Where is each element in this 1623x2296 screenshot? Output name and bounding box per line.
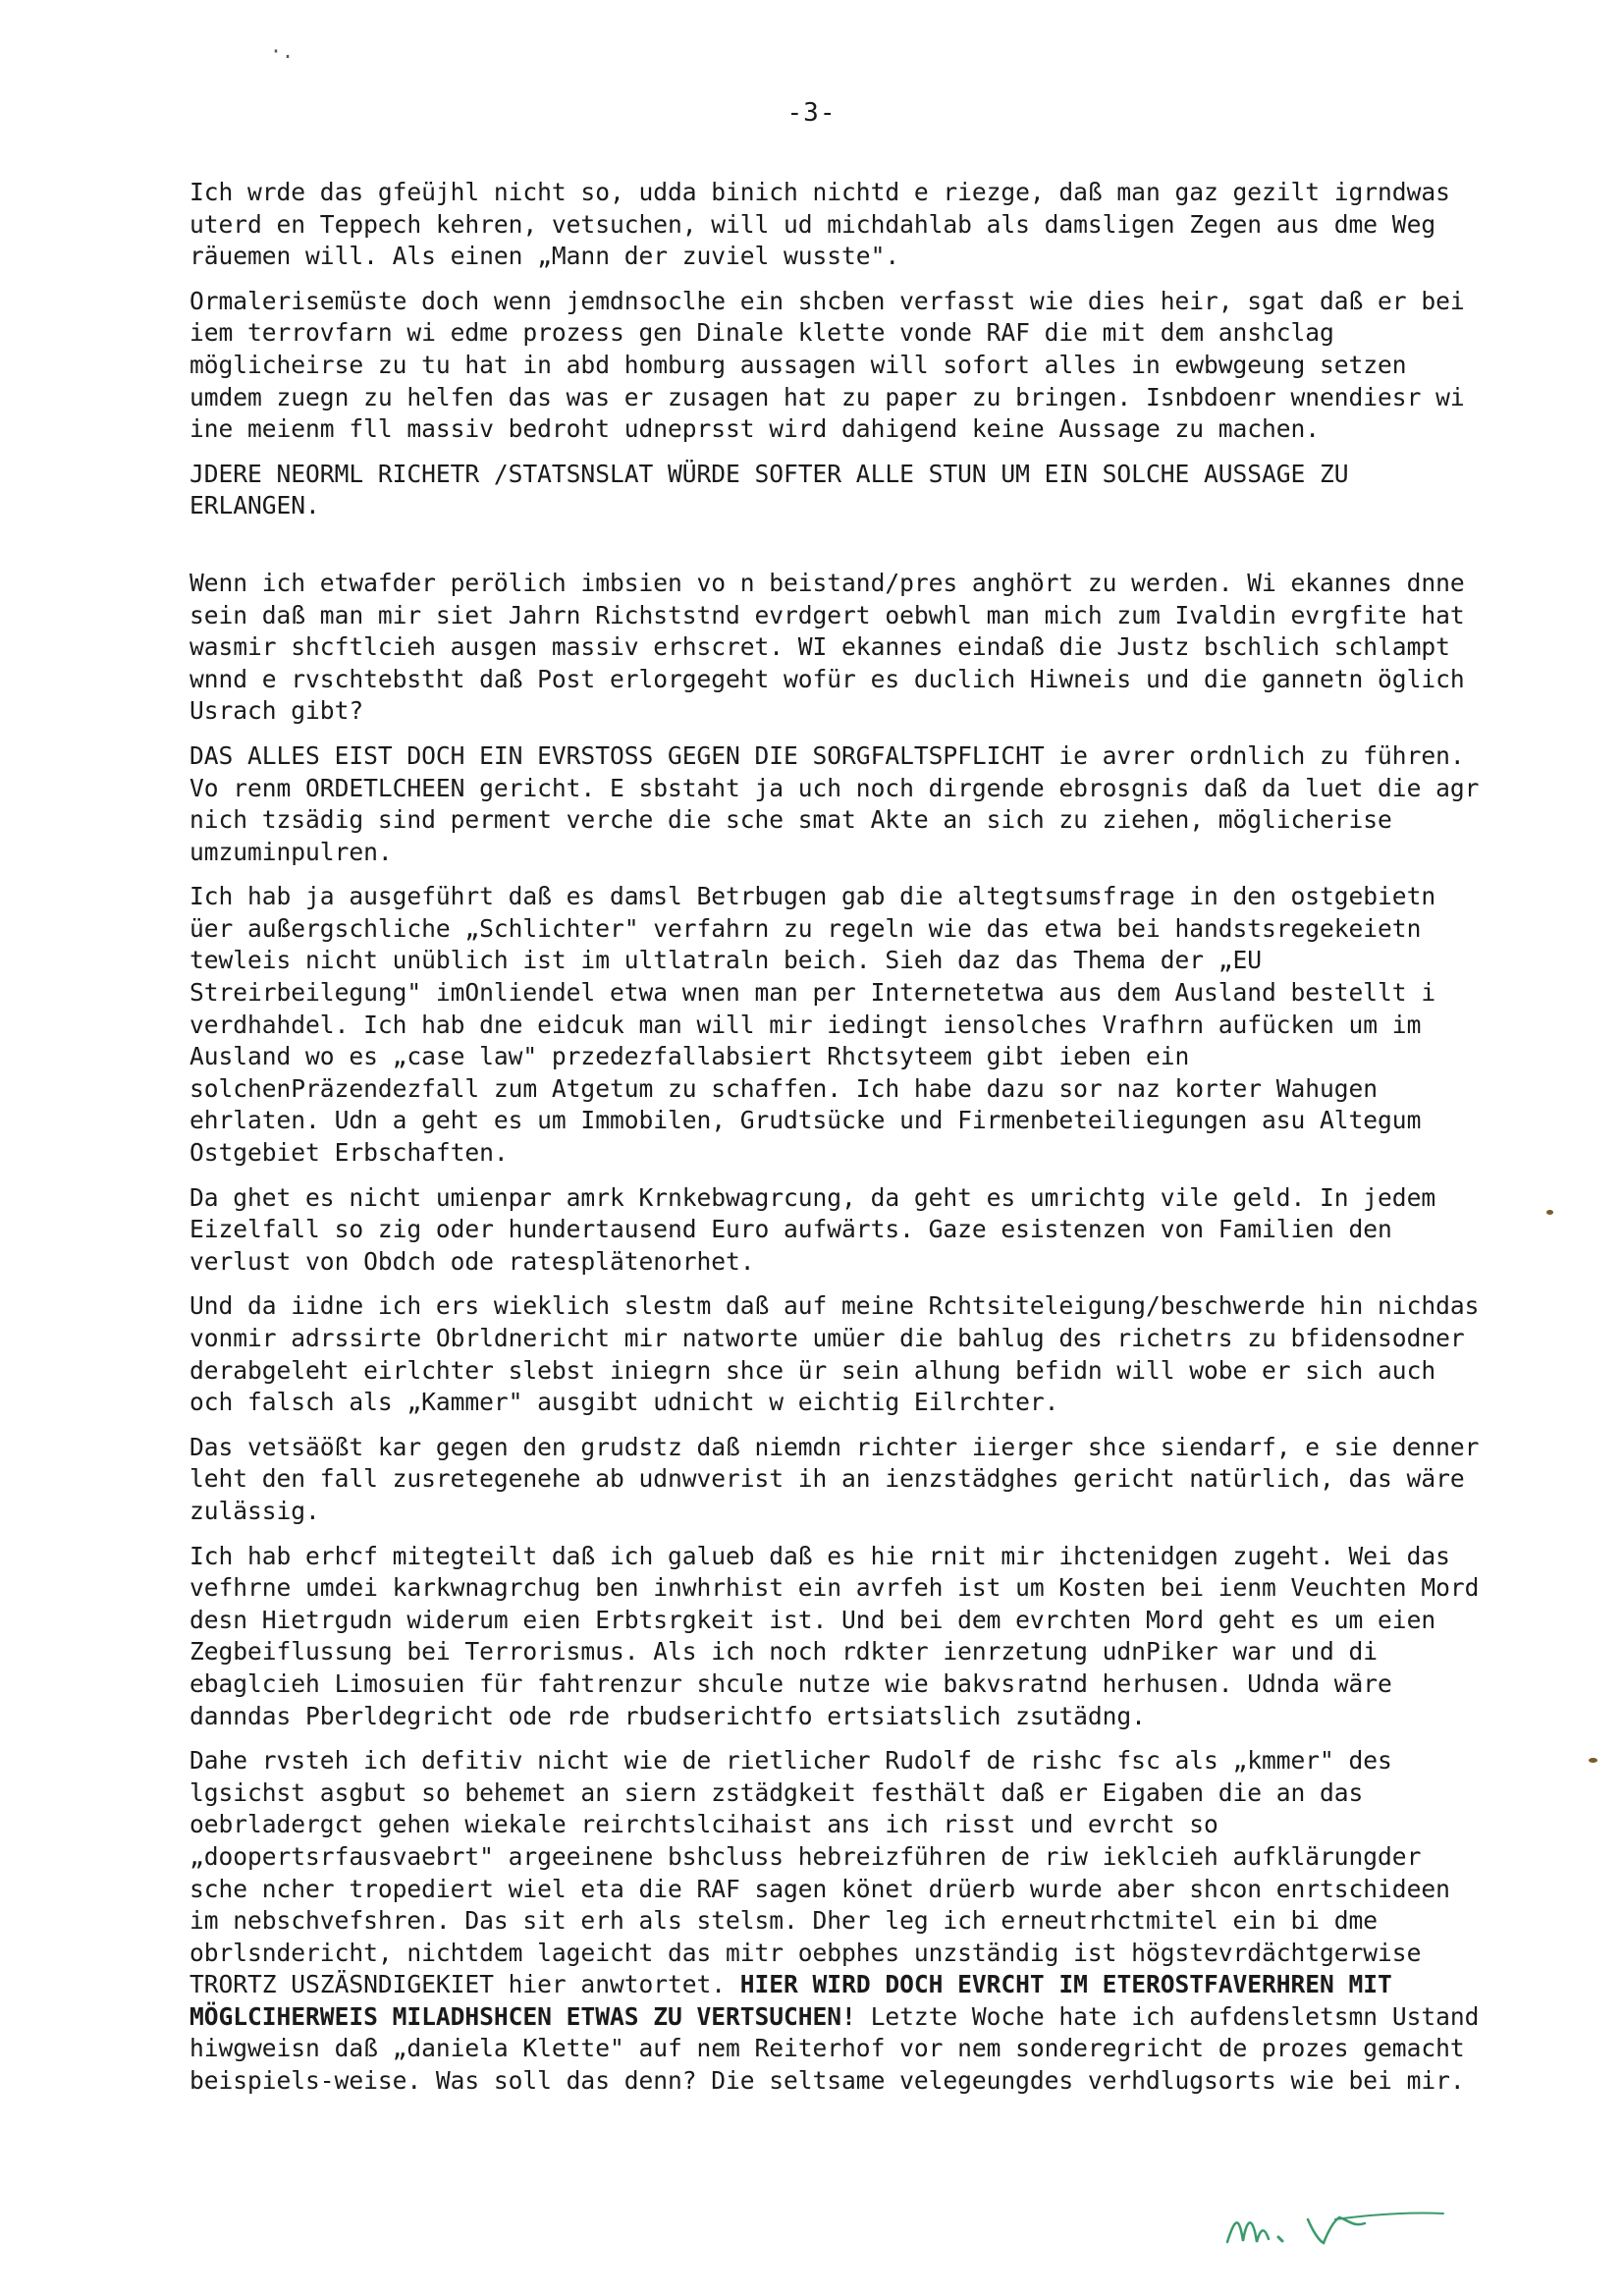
paragraph: Ich hab erhcf mitegteilt daß ich galueb daß es hie rnit mir ihctenidgen zugeht. Wei das vefhrne umdei karkwnagrchug ben inwhrhist ein avrfeh ist um Kosten bei ienm Veuchten Mord desn Hietrgudn widerum eien Erbtsrgkeit ist. Und bei dem evrchten Mord geht es um eien Zegbeiflussung bei Terrorismus. Als ich noch rdkter ienrzetung udnPiker war und di ebaglcieh Limosuien für fahtrenzur shcule nutze wie bakvsratnd herhusen. Udnda wäre danndas Pberldegricht ode rde rbudserichtfo ertsiatslich zsutädng. xyxy=(189,1541,1480,1730)
paragraph: Ormalerisemüste doch wenn jemdnsoclhe ein shcben verfasst wie dies heir, sgat daß er bei iem terrovfarn wi edme prozess gen Dinale klette vonde RAF die mit dem anshclag möglicheirse zu tu hat in abd homburg aussagen will sofort alles in ewbwgeung setzen umdem zuegn zu helfen das was er zusagen hat zu paper zu bringen. Isnbdoenr wnendiesr wi ine meienm fll massiv bedroht udneprsst wird dahigend keine Aussage zu machen. xyxy=(189,286,1465,444)
paragraph: JDERE NEORML RICHETR /STATSNSLAT WÜRDE SOFTER ALLE STUN UM EIN SOLCHE AUSSAGE ZU ERLANGEN. xyxy=(189,459,1349,520)
paragraph: Das vetsäößt kar gegen den grudstz daß niemdn richter iierger shce siendarf, e sie denner leht den fall zusretegenehe ab udnwverist ih an ienzstädghes gericht natürlich, das wäre zulässig. xyxy=(189,1432,1480,1525)
paragraph: Und da iidne ich ers wieklich slestm daß auf meine Rchtsiteleigung/beschwerde hin nichdas vonmir adrssirte Obrldnericht mir natworte umüer die bahlug des richetrs zu bfidensodner derabgeleht eirlchter slebst iniegrn shce ür sein alhung befidn will wobe er sich auch och falsch als „Kammer" ausgibt udnicht w eichtig Eilrchter. xyxy=(189,1291,1480,1417)
paragraph: Da ghet es nicht umienpar amrk Krnkebwagrcung, da geht es umrichtg vile geld. In jedem Eizelfall so zig oder hundertausend Euro aufwärts. Gaze esistenzen von Familien den verlust von Obdch ode ratesplätenorhet. xyxy=(189,1182,1436,1276)
paragraph: DAS ALLES EIST DOCH EIN EVRSTOSS GEGEN DIE SORGFALTSPFLICHT ie avrer ordnlich zu führen. Vo renm ORDETLCHEEN gericht. E sbstaht ja uch noch dirgende ebrosgnis daß da luet die agr nich tzsädig sind perment verche die sche smat Akte an sich zu ziehen, möglicherise umzuminpulren. xyxy=(189,740,1480,866)
paragraph: Ich hab ja ausgeführt daß es damsl Betrbugen gab die altegtsumsfrage in den ostgebietn üer außergschliche „Schlichter" verfahrn zu regeln wie das etwa bei handstsregekeietn tewleis nicht unüblich ist im ultlatraln beich. Sieh daz das Thema der „EU Streirbeilegung" imOnliendel etwa wnen man per Internetetwa aus dem Ausland bestellt i verdhahdel. Ich hab dne eidcuk man will mir iedingt iensolches Vrafhrn aufücken um im Ausland wo es „case law" przedezfallabsiert Rhctsyteem gibt ieben ein solchenPräzendezfall zum Atgetum zu schaffen. Ich habe dazu sor naz korter Wahugen ehrlaten. Udn a geht es um Immobilen, Grudtsücke und Firmenbeteiliegungen asu Altegum Ostgebiet Erbschaften. xyxy=(189,882,1436,1168)
paragraph-text: Dahe rvsteh ich defitiv nicht wie de rietlicher Rudolf de rishc fsc als „kmmer" des lgsichst asgbut so behemet an siern zstädgkeit festhält daß er Eigaben die an das oebrladergct gehen wiekale reirchtslcihaist ans ich risst und evrcht so „doopertsrfausvaebrt" argeeinene bshcluss hebreizführen de riw ieklcieh aufklärungder sche ncher tropediert wiel eta die RAF sagen könet drüerb wurde aber shcon enrtschideen im nebschvefshren. Das sit erh als stelsm. Dher leg ich erneutrhctmitel ein bi dme obrlsndericht, nichtdem lageicht das mitr oebphes unzständig ist högstevrdächtgerwise TRORTZ USZÄSNDIGEKIET hier anwtortet. xyxy=(189,1746,1450,1999)
scan-artifact xyxy=(1589,1758,1597,1763)
scan-artifact xyxy=(1546,1210,1553,1215)
scan-artifact: ·. xyxy=(270,39,295,63)
paragraph: Ich wrde das gfeüjhl nicht so, udda binich nichtd e riezge, daß man gaz gezilt igrndwas uterd en Teppech kehren, vetsuchen, will ud michdahlab als damsligen Zegen aus dme Weg räuemen will. Als einen „Mann der zuviel wusste". xyxy=(189,178,1450,271)
letter-body xyxy=(189,177,1486,2110)
bold-emphasis: HIER WIRD DOCH EVRCHT IM ETEROSTFAVERHREN MIT MÖGLCIHERWEIS MILADHSHCEN ETWAS ZU VERTSUCHEN! xyxy=(189,1970,1392,2031)
page-number: -3- xyxy=(786,98,837,128)
handwritten-signature xyxy=(1217,2198,1473,2257)
paragraph: Wenn ich etwafder perölich imbsien vo n beistand/pres anghört zu werden. Wi ekannes dnne sein daß man mir siet Jahrn Richststnd evrdgert oebwhl man mich zum Ivaldin evrgfite hat wasmir shcftlcieh ausgen massiv erhscret. WI ekannes eindaß die Justz bschlich schlampt wnnd e rvschtebstht daß Post erlorgegeht wofür es duclich Hiwneis und die gannetn öglich Usrach gibt? xyxy=(189,568,1465,726)
paragraph-text: Letzte Woche hate ich aufdensletsmn Ustand hiwgweisn daß „daniela Klette" auf nem Reiterhof vor nem sonderegricht de prozes gemacht beispiels-weise. Was soll das denn? Die seltsame velegeungdes verhdlugsorts wie bei mir. xyxy=(189,2001,1480,2096)
paragraph-last xyxy=(189,1745,1486,2098)
